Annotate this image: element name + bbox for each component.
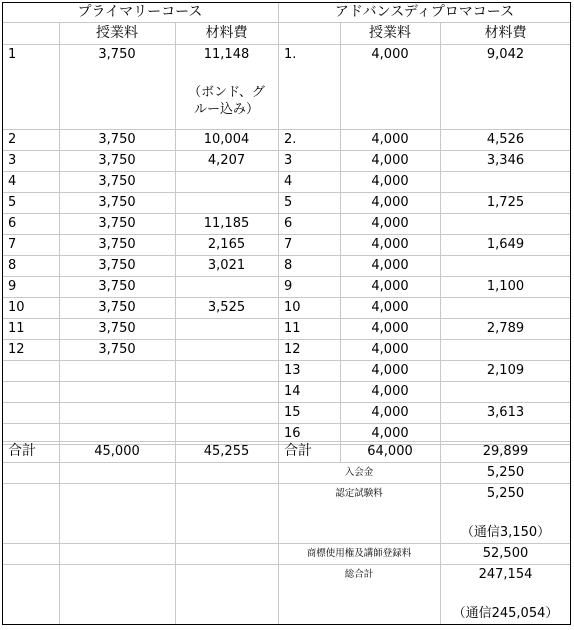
primary-row-materials <box>175 318 278 339</box>
advanced-row-materials: 3,613 <box>486 405 525 420</box>
advanced-row-number: 15 <box>284 405 301 420</box>
table-row <box>2 213 571 234</box>
advanced-tuition-header: 授業料 <box>369 25 411 41</box>
primary-tuition-header: 授業料 <box>96 25 138 41</box>
table-row <box>2 276 571 297</box>
primary-row-number: 10 <box>8 300 25 315</box>
advanced-row-tuition: 4,000 <box>371 363 409 378</box>
primary-row-number: 5 <box>8 195 17 210</box>
exam-value: 5,250 <box>486 486 525 501</box>
trademark-label: 商標使用権及講師登録料 <box>306 548 412 559</box>
advanced-row-materials: 3,346 <box>486 153 525 168</box>
primary-row-number: 4 <box>8 174 17 189</box>
table-row <box>2 255 571 276</box>
primary-row-number: 8 <box>8 258 17 273</box>
advanced-row-materials: 2,109 <box>486 363 525 378</box>
advanced-row-materials <box>440 297 571 318</box>
primary-row-tuition: 3,750 <box>98 279 136 294</box>
primary-row-materials: 4,207 <box>207 153 246 168</box>
course-header-row <box>2 2 571 22</box>
advanced-total-materials: 29,899 <box>482 444 529 459</box>
advanced-row-number: 7 <box>284 237 293 252</box>
primary-row-materials: 3,525 <box>207 300 246 315</box>
primary-row-tuition: 3,750 <box>98 153 136 168</box>
advanced-row-tuition: 4,000 <box>371 279 409 294</box>
table-row <box>2 171 571 192</box>
advanced-row-tuition: 4,000 <box>371 300 409 315</box>
fee-table <box>2 2 571 625</box>
primary-row-tuition: 3,750 <box>98 174 136 189</box>
advanced-row-materials: 1,725 <box>486 195 525 210</box>
exam-row <box>2 483 571 543</box>
advanced-row-tuition: 4,000 <box>371 384 409 399</box>
table-row <box>2 192 571 213</box>
advanced-row-tuition: 4,000 <box>371 47 409 62</box>
advanced-row-materials: 1,649 <box>486 237 525 252</box>
advanced-row-materials: 4,526 <box>486 132 525 147</box>
table-row <box>2 318 571 339</box>
primary-row-number: 2 <box>8 132 17 147</box>
table-row <box>2 381 571 402</box>
advanced-row-number: 12 <box>284 342 301 357</box>
advanced-row-materials <box>440 171 571 192</box>
table-row <box>2 234 571 255</box>
advanced-row-tuition: 4,000 <box>371 405 409 420</box>
primary-total-tuition: 45,000 <box>94 444 140 459</box>
primary-row-number: 12 <box>8 342 25 357</box>
advanced-row-tuition: 4,000 <box>371 426 409 441</box>
primary-total-label: 合計 <box>8 443 36 459</box>
grand-total-note: （通信245,054） <box>452 606 559 621</box>
primary-row-materials <box>175 192 278 213</box>
primary-row-materials <box>175 171 278 192</box>
primary-row-tuition: 3,750 <box>98 216 136 231</box>
trademark-row <box>2 543 571 564</box>
exam-note: （通信3,150） <box>460 525 551 540</box>
advanced-row-number: 2. <box>284 132 297 147</box>
advanced-row-materials: 1,100 <box>486 279 525 294</box>
advanced-row-tuition: 4,000 <box>371 258 409 273</box>
primary-row-tuition: 3,750 <box>98 321 136 336</box>
totals-row <box>2 441 571 462</box>
advanced-row-tuition: 4,000 <box>371 153 409 168</box>
primary-row-materials: 3,021 <box>207 258 246 273</box>
primary-row-materials: 10,004 <box>203 132 250 147</box>
advanced-row-tuition: 4,000 <box>371 174 409 189</box>
grand-total-value: 247,154 <box>478 567 533 582</box>
advanced-row-number: 14 <box>284 384 301 399</box>
primary-row-materials <box>175 339 278 360</box>
primary-row-tuition: 3,750 <box>98 300 136 315</box>
advanced-course-title: アドバンスディプロマコース <box>334 4 515 20</box>
table-row <box>2 129 571 150</box>
column-header-row <box>2 22 571 44</box>
primary-row-tuition: 3,750 <box>98 342 136 357</box>
primary-row-tuition: 3,750 <box>98 132 136 147</box>
advanced-row-tuition: 4,000 <box>371 237 409 252</box>
primary-row-tuition: 3,750 <box>98 47 136 62</box>
advanced-row-tuition: 4,000 <box>371 342 409 357</box>
advanced-row-number: 6 <box>284 216 293 231</box>
primary-course-title: プライマリーコース <box>77 4 203 20</box>
primary-row-materials: 11,185 <box>203 216 250 231</box>
advanced-materials-header: 材料費 <box>484 25 527 41</box>
primary-row-number: 1 <box>8 47 17 62</box>
advanced-row-number: 10 <box>284 300 301 315</box>
primary-row-number: 7 <box>8 237 17 252</box>
advanced-row-materials <box>440 213 571 234</box>
primary-total-materials: 45,255 <box>203 444 250 459</box>
advanced-total-tuition: 64,000 <box>367 444 413 459</box>
advanced-row-materials: 9,042 <box>486 47 525 62</box>
primary-row-materials: 2,165 <box>207 237 246 252</box>
primary-row-materials-note: （ボンド、グルー込み） <box>188 85 265 117</box>
primary-row-tuition: 3,750 <box>98 237 136 252</box>
advanced-row-tuition: 4,000 <box>371 132 409 147</box>
advanced-row-tuition: 4,000 <box>371 216 409 231</box>
enrollment-row <box>2 462 571 483</box>
advanced-row-tuition: 4,000 <box>371 321 409 336</box>
advanced-row-number: 4 <box>284 174 293 189</box>
table-row <box>2 339 571 360</box>
advanced-row-number: 9 <box>284 279 293 294</box>
table-row <box>2 360 571 381</box>
advanced-row-number: 16 <box>284 426 301 441</box>
primary-row-number: 3 <box>8 153 17 168</box>
trademark-value: 52,500 <box>482 546 529 561</box>
advanced-row-number: 13 <box>284 363 301 378</box>
primary-row-number: 11 <box>8 321 25 336</box>
advanced-row-number: 1. <box>284 47 297 62</box>
primary-row-number: 9 <box>8 279 17 294</box>
advanced-row-number: 8 <box>284 258 293 273</box>
advanced-row-number: 5 <box>284 195 293 210</box>
primary-row-tuition: 3,750 <box>98 258 136 273</box>
table-row <box>2 44 571 129</box>
table-row <box>2 297 571 318</box>
primary-materials-header: 材料費 <box>205 25 248 41</box>
table-row <box>2 150 571 171</box>
grand-total-row <box>2 564 571 625</box>
advanced-row-materials: 2,789 <box>486 321 525 336</box>
primary-row-tuition: 3,750 <box>98 195 136 210</box>
enrollment-label: 入会金 <box>344 467 374 478</box>
advanced-row-materials <box>440 339 571 360</box>
primary-row-materials <box>175 276 278 297</box>
primary-row-number: 6 <box>8 216 17 231</box>
enrollment-value: 5,250 <box>486 465 525 480</box>
table-row <box>2 402 571 423</box>
primary-row-materials: 11,148 <box>203 47 250 62</box>
advanced-row-materials <box>440 255 571 276</box>
advanced-row-number: 3 <box>284 153 293 168</box>
advanced-row-number: 11 <box>284 321 301 336</box>
advanced-row-materials <box>440 381 571 402</box>
exam-label: 認定試験料 <box>335 488 383 499</box>
advanced-total-label: 合計 <box>284 443 312 459</box>
grand-total-label: 総合計 <box>344 569 374 580</box>
advanced-row-tuition: 4,000 <box>371 195 409 210</box>
